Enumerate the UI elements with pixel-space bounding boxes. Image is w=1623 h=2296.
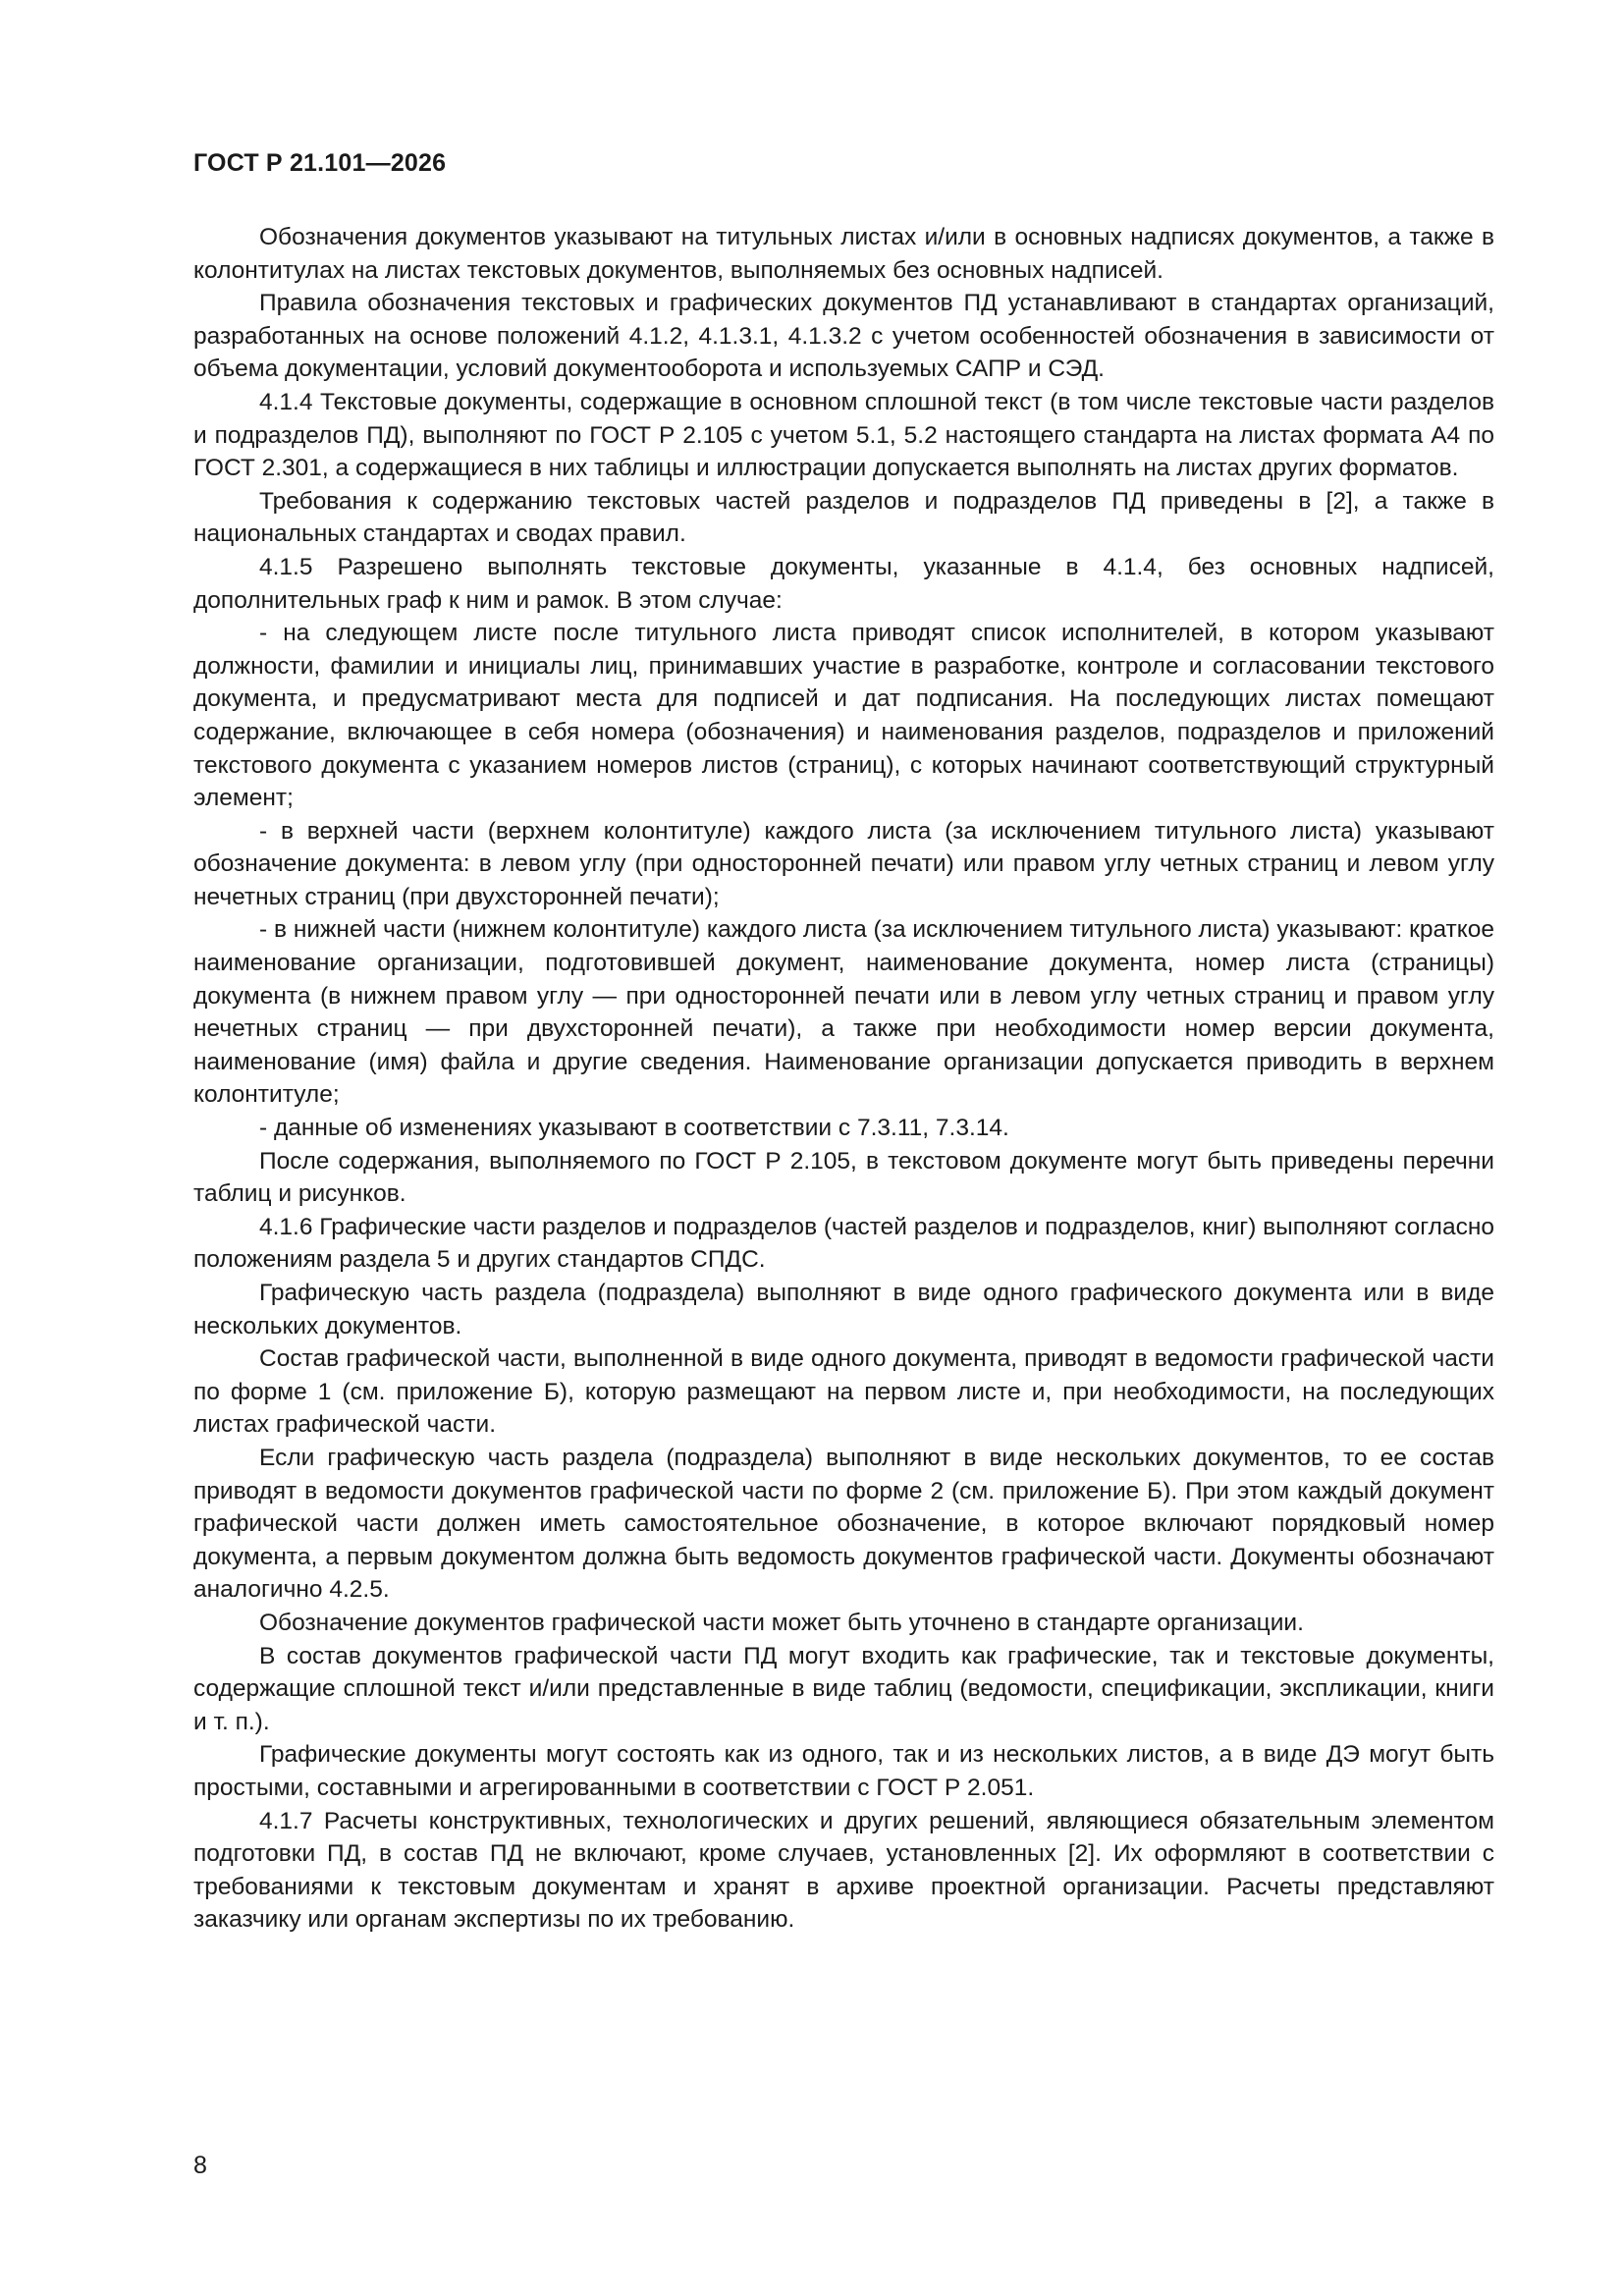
paragraph: Графические документы могут состоять как из одного, так и из нескольких листов, а в виде ДЭ могут быть простыми, составными и агрегированными в соответствии с ГОСТ Р 2.051. [193, 1741, 1494, 1801]
list-item: - на следующем листе после титульного листа приводят список исполнителей, в котором указывают должности, фамилии и инициалы лиц, принимавших участие в разработке, контроле и согласовании текстового документа, и предусматривают места для подписей и дат подписания. На последующих листах помещают содержание, включающее в себя номера (обозначения) и наименования разделов, подразделов и приложений текстового документа с указанием номеров листов (страниц), с которых начинают соответствующий структурный элемент; [193, 620, 1494, 812]
paragraph: Графическую часть раздела (подраздела) выполняют в виде одного графического документа или в виде нескольких документов. [193, 1280, 1494, 1339]
list-item: - в нижней части (нижнем колонтитуле) каждого листа (за исключением титульного листа) указывают: краткое наименование организации, подготовившей документ, наименование документа, номер листа (страницы) документа (в нижнем правом углу — при односторонней печати или в левом углу четных страниц и правом углу нечетных страниц — при двухсторонней печати), а также при необходимости номер версии документа, наименование (имя) файла и другие сведения. Наименование организации допускается приводить в верхнем колонтитуле; [193, 916, 1494, 1109]
document-body [193, 221, 1494, 1937]
paragraph: Правила обозначения текстовых и графических документов ПД устанавливают в стандартах организаций, разработанных на основе положений 4.1.2, 4.1.3.1, 4.1.3.2 с учетом особенностей обозначения в зависимости от объема документации, условий документооборота и используемых САПР и СЭД. [193, 290, 1494, 383]
paragraph: Состав графической части, выполненной в виде одного документа, приводят в ведомости графической части по форме 1 (см. приложение Б), которую размещают на первом листе и, при необходимости, на последующих листах графической части. [193, 1345, 1494, 1439]
list-item: - в верхней части (верхнем колонтитуле) каждого листа (за исключением титульного листа) указывают обозначение документа: в левом углу (при односторонней печати) или правом углу четных страниц и левом углу нечетных страниц (при двухсторонней печати); [193, 817, 1494, 910]
paragraph: В состав документов графической части ПД могут входить как графические, так и текстовые документы, содержащие сплошной текст и/или представленные в виде таблиц (ведомости, спецификации, экспликации, книги и т. п.). [193, 1642, 1494, 1735]
paragraph: После содержания, выполняемого по ГОСТ Р 2.105, в текстовом документе могут быть приведены перечни таблиц и рисунков. [193, 1147, 1494, 1208]
document-designation: ГОСТ Р 21.101—2026 [193, 149, 447, 177]
paragraph: Обозначение документов графической части может быть уточнено в стандарте организации. [259, 1609, 1304, 1636]
paragraph: Обозначения документов указывают на титульных листах и/или в основных надписях документов, а также в колонтитулах на листах текстовых документов, выполняемых без основных надписей. [193, 224, 1494, 284]
clause-4-1-4: 4.1.4 Текстовые документы, содержащие в основном сплошной текст (в том числе текстовые части разделов и подразделов ПД), выполняют по ГОСТ Р 2.105 с учетом 5.1, 5.2 настоящего стандарта на листах формата А4 по ГОСТ 2.301, а содержащиеся в них таблицы и иллюстрации допускается выполнять на листах других форматов. [193, 388, 1494, 482]
page-number: 8 [193, 2152, 207, 2179]
paragraph: Если графическую часть раздела (подраздела) выполняют в виде нескольких документов, то ее состав приводят в ведомости документов графической части по форме 2 (см. приложение Б). При этом каждый документ графической части должен иметь самостоятельное обозначение, в которое включают порядковый номер документа, а первым документом должна быть ведомость документов графической части. Документы обозначают аналогично 4.2.5. [193, 1444, 1494, 1604]
paragraph: Требования к содержанию текстовых частей разделов и подразделов ПД приведены в [2], а также в национальных стандартах и сводах правил. [193, 487, 1494, 548]
clause-4-1-7: 4.1.7 Расчеты конструктивных, технологических и других решений, являющиеся обязательным элементом подготовки ПД, в состав ПД не включают, кроме случаев, установленных [2]. Их оформляют в соответствии с требованиями к текстовым документам и хранят в архиве проектной организации. Расчеты представляют заказчику или органам экспертизы по их требованию. [193, 1807, 1494, 1934]
list-item: - данные об изменениях указывают в соответствии с 7.3.11, 7.3.14. [259, 1115, 1009, 1142]
clause-4-1-5: 4.1.5 Разрешено выполнять текстовые документы, указанные в 4.1.4, без основных надписей, дополнительных граф к ним и рамок. В этом случае: [193, 553, 1494, 614]
clause-4-1-6: 4.1.6 Графические части разделов и подразделов (частей разделов и подразделов, книг) выполняют согласно положениям раздела 5 и других стандартов СПДС. [193, 1213, 1494, 1274]
